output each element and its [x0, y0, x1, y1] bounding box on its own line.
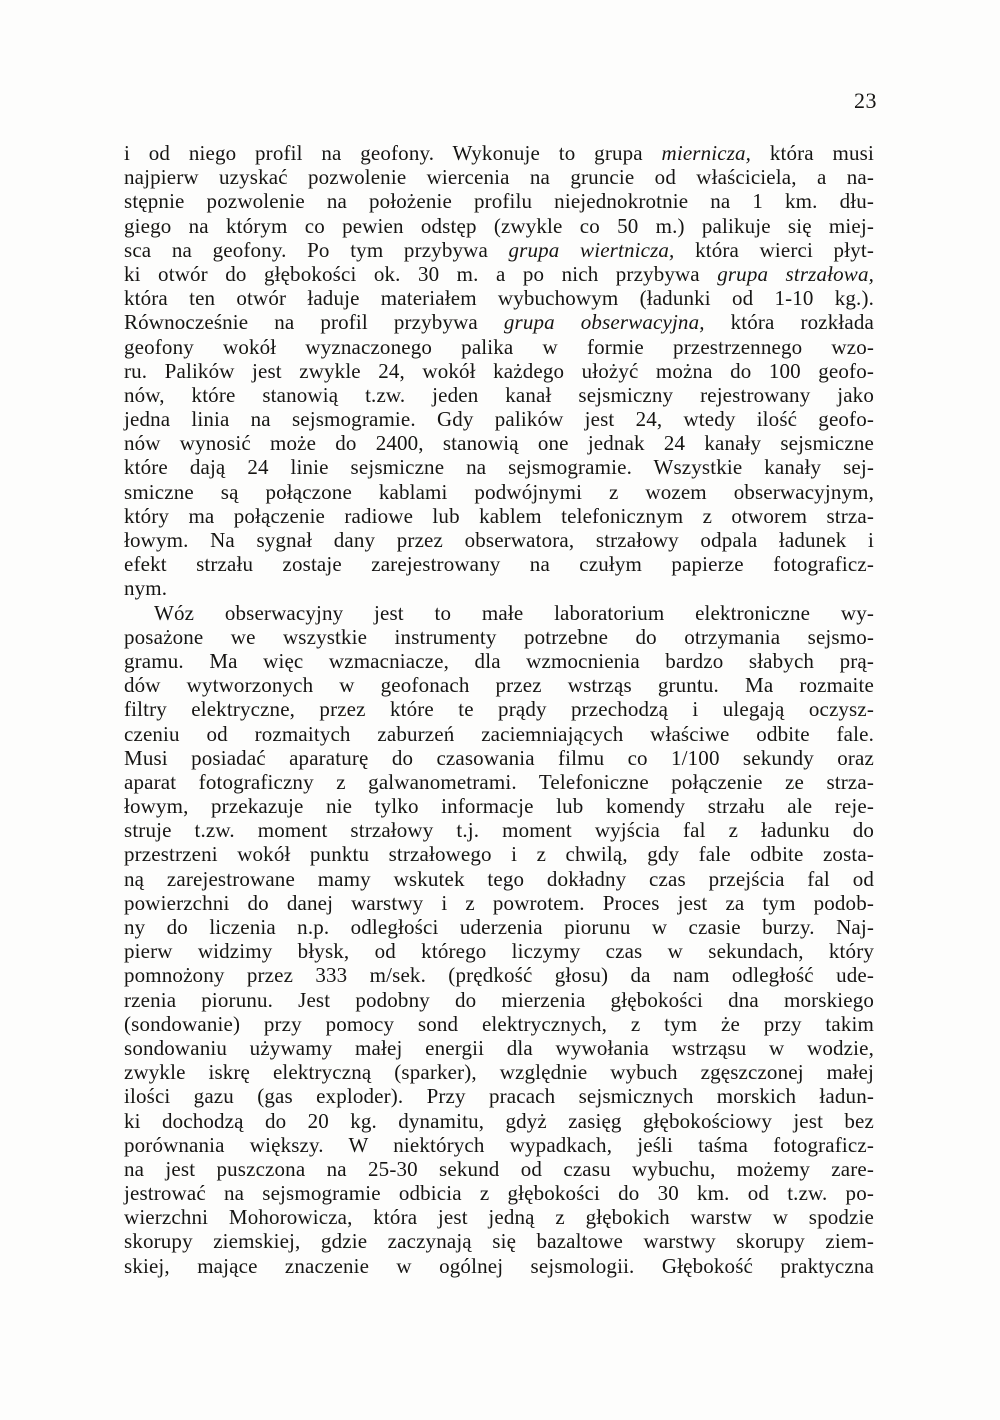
italic-term: miernicza,	[661, 141, 752, 165]
text-line: łowym. Na sygnał dany przez obserwatora, strzałowy odpala ładunek i	[124, 528, 874, 552]
italic-term: grupa wiertnicza,	[508, 237, 675, 262]
page-number: 23	[854, 88, 877, 113]
text-line: efekt strzału zostaje zarejestrowany na czułym papierze fotograficz-	[124, 552, 874, 577]
text-line: gramu. Ma więc wzmacniacze, dla wzmocnienia bardzo słabych prą-	[124, 648, 874, 673]
text-line: ru. Palików jest zwykle 24, wokół każdego ułożyć można do 100 geofo-	[124, 358, 874, 383]
text-line: dów wytworzonych w geofonach przez wstrząs gruntu. Ma rozmaite	[124, 673, 874, 698]
text-line: Równocześnie na profil przybywa grupa obserwacyjna, która rozkłada	[124, 310, 874, 335]
text-line: skorupy ziemskiej, gdzie zaczynają się bazaltowe warstwy skorupy ziem-	[124, 1229, 874, 1254]
text-line: nów, które stanowią t.zw. jeden kanał sejsmiczny rejestrowany jako	[124, 382, 874, 407]
text-line: na jest puszczona na 25-30 sekund od czasu wybuchu, możemy zare-	[124, 1156, 874, 1181]
text-line: sondowaniu używamy małej energii dla wywołania wstrząsu w wodzie,	[124, 1035, 874, 1060]
text-line: ną zarejestrowane mamy wskutek tego dokładny czas przejścia fal od	[124, 866, 874, 891]
text-line: jedna linia na sejsmogramie. Gdy palików jest 24, wtedy ilość geofo-	[124, 407, 874, 432]
text-line: stępnie pozwolenie na położenie profilu niejednokrotnie na 1 km. dłu-	[124, 189, 874, 214]
text-line: rzenia piorunu. Jest podobny do mierzenia głębokości dna morskiego	[124, 987, 874, 1012]
text-line: która ten otwór ładuje materiałem wybuchowym (ładunki od 1-10 kg.).	[124, 286, 874, 311]
text-line: ilości gazu (gas exploder). Przy pracach sejsmicznych morskich ładun-	[124, 1084, 874, 1109]
text-line: skiej, mające znaczenie w ogólnej sejsmologii. Głębokość praktyczna	[124, 1253, 874, 1278]
paragraph	[124, 601, 874, 1278]
text-line: nym.	[124, 576, 168, 601]
text-line: powierzchni do danej warstwy i z powrotem. Proces jest za tym podob-	[124, 890, 874, 915]
text-line: Musi posiadać aparaturę do czasowania filmu co 1/100 sekundy oraz	[124, 745, 874, 770]
text-line: ny do liczenia n.p. odległości uderzenia piorunu w czasie burzy. Naj-	[124, 915, 874, 939]
text-line: giego na którym co pewien odstęp (zwykle co 50 m.) palikuje się miej-	[124, 213, 874, 238]
text-line: wierzchni Mohorowicza, która jest jedną z głębokich warstw w spodzie	[124, 1205, 874, 1230]
text-line: pomnożony przez 333 m/sek. (prędkość głosu) da nam odległość ude-	[124, 963, 874, 988]
text-line: które dają 24 linie sejsmiczne na sejsmogramie. Wszystkie kanały sej-	[124, 455, 874, 480]
text-line: pierw widzimy błysk, od którego liczymy czas w sekundach, który	[124, 939, 874, 964]
text-line: przestrzeni wokół punktu strzałowego i z chwilą, gdy fale odbite zosta-	[124, 842, 874, 867]
text-line: ki dochodzą do 20 kg. dynamitu, gdyż zasięg głębokościowy jest bez	[124, 1108, 874, 1133]
text-line: ki otwór do głębokości ok. 30 m. a po nich przybywa grupa strzałowa,	[124, 261, 874, 286]
text-line: łowym, przekazuje nie tylko informacje lub komendy strzału ale reje-	[124, 794, 874, 819]
text-line: posażone we wszystkie instrumenty potrzebne do otrzymania sejsmo-	[124, 624, 874, 649]
text-line: sca na geofony. Po tym przybywa grupa wiertnicza, która wierci płyt-	[124, 237, 874, 262]
text-line: Wóz obserwacyjny jest to małe laboratorium elektroniczne wy-	[154, 600, 874, 625]
body-text	[124, 141, 874, 1278]
text-line: nów wynosić może do 2400, stanowią one jednak 24 kanały sejsmiczne	[124, 431, 874, 456]
text-line: smiczne są połączone kablami podwójnymi z wozem obserwacyjnym,	[124, 479, 874, 504]
text-line: czeniu od rozmaitych zaburzeń zaciemniających właściwe odbite fale.	[124, 721, 874, 746]
text-line: (sondowanie) przy pomocy sond elektrycznych, z tym że przy takim	[124, 1011, 874, 1036]
text-line: aparat fotograficzny z galwanometrami. Telefoniczne połączenie ze strza-	[124, 769, 874, 794]
italic-term: grupa strzałowa,	[717, 261, 874, 286]
italic-term: grupa obserwacyjna,	[503, 310, 705, 335]
text-line: który ma połączenie radiowe lub kablem telefonicznym z otworem strza-	[124, 503, 874, 528]
text-line: najpierw uzyskać pozwolenie wiercenia na gruncie od właściciela, a na-	[124, 165, 874, 190]
text-line: struje t.zw. moment strzałowy t.j. moment wyjścia fal z ładunku do	[124, 818, 874, 843]
text-line: filtry elektryczne, przez które te prądy przechodzą i ulegają oczysz-	[124, 697, 874, 722]
text-line: porównania większy. W niektórych wypadkach, jeśli taśma fotograficz-	[124, 1132, 874, 1157]
text-line: i od niego profil na geofony. Wykonuje to grupa miernicza, która musi	[124, 141, 874, 165]
text-line: jestrować na sejsmogramie odbicia z głębokości do 30 km. od t.zw. po-	[124, 1181, 874, 1206]
text-line: geofony wokół wyznaczonego palika w formie przestrzennego wzo-	[124, 334, 874, 359]
paragraph	[124, 141, 874, 601]
text-line: zwykle iskrę elektryczną (sparker), względnie wybuch zgęszczonej małej	[124, 1060, 874, 1085]
